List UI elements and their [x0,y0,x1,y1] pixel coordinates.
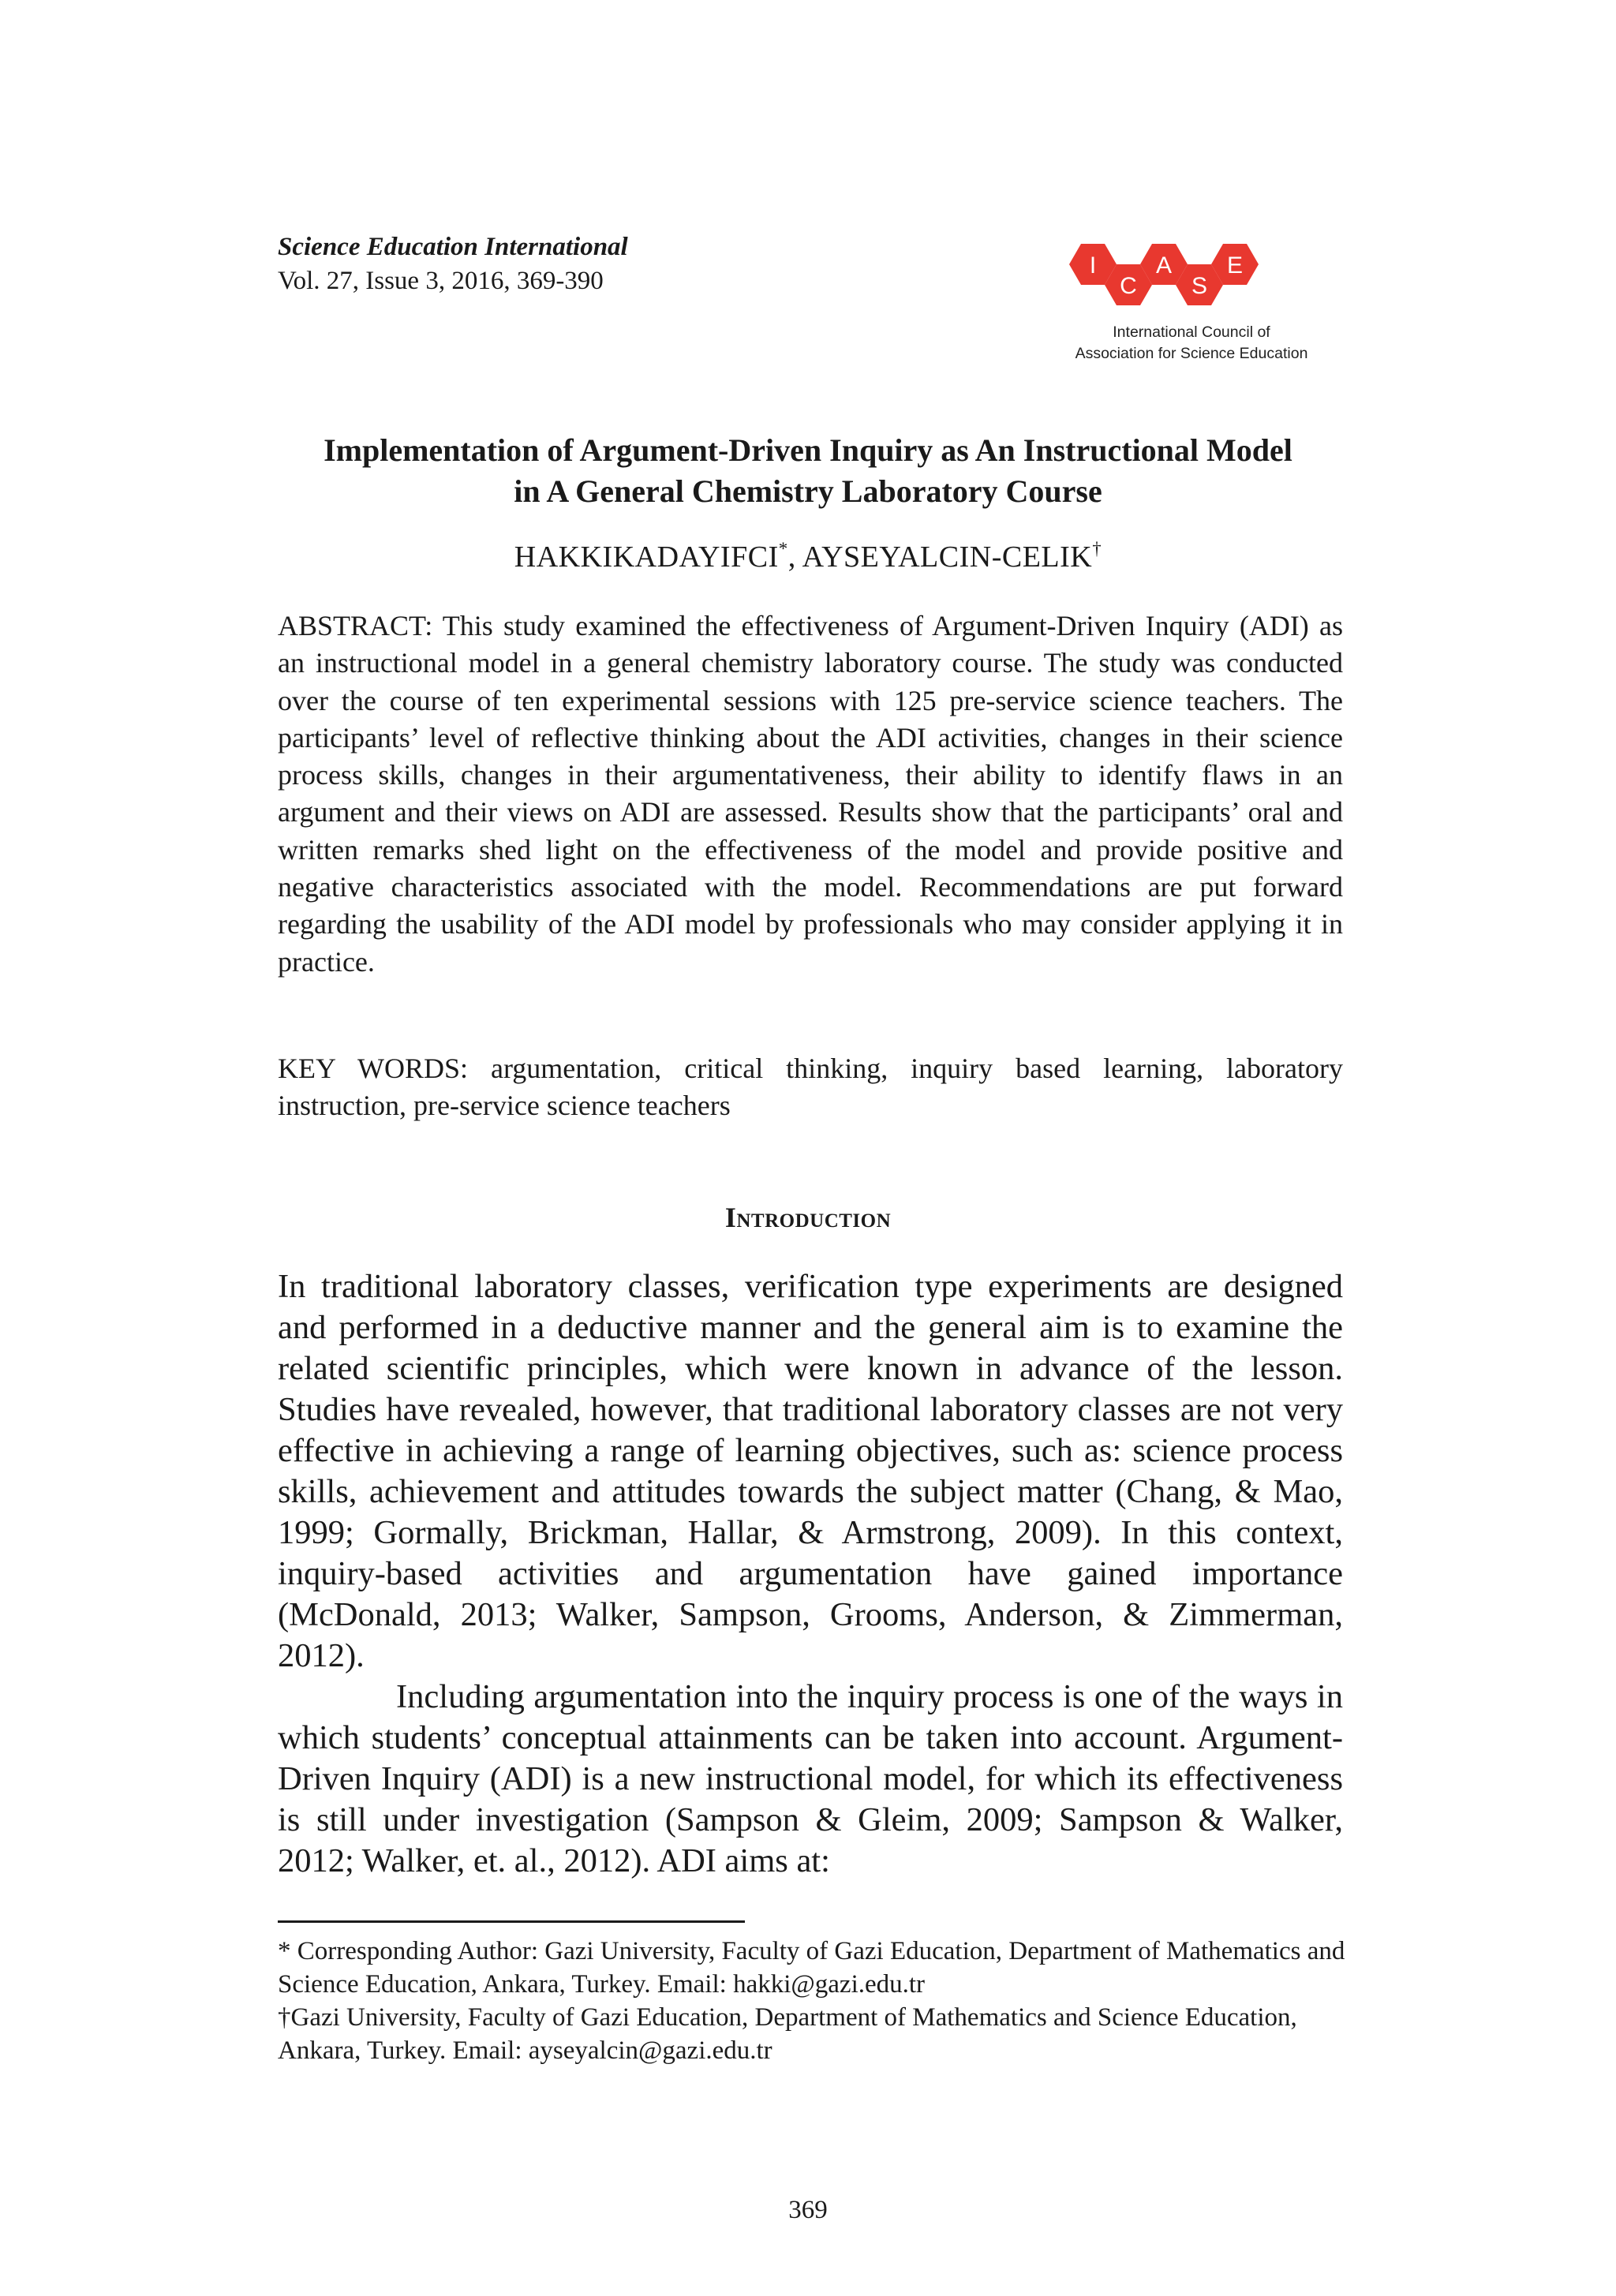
author-1: HAKKIKADAYIFCI [514,540,779,574]
paragraph: Including argumentation into the inquiry process is one of the ways in which students’ conceptual attainments can be taken into account. Argument-Driven Inquiry (ADI) is a new instructional model, for which its effectiveness is still under investigation (Sampson & Gleim, 2009; Sampson & Walker, 2012; Walker, et. al., 2012). ADI aims at: [278,1678,1343,1879]
title-line1: Implementation of Argument-Driven Inquiry as An Instructional Model [324,432,1292,468]
footnote-2: †Gazi University, Faculty of Gazi Education, Department of Mathematics and Science Education, Ankara, Turkey. Email: ayseyalcin@gazi.edu.tr [278,2003,1297,2065]
logo-caption-line1: International Council of [1113,323,1270,341]
paper-title [278,430,1338,512]
journal-name: Science Education International [278,233,628,261]
journal-header [278,230,628,298]
logo-letter-c: C [1120,273,1137,299]
footnote-rule [278,1920,745,1923]
author-2-mark: † [1092,539,1102,559]
author-1-mark: * [778,539,788,559]
footnote-1: * Corresponding Author: Gazi University, Faculty of Gazi Education, Department of Mathematics and Science Education, Ankara, Turkey. Email: hakki@gazi.edu.tr [278,1937,1345,1999]
logo-letter-s: S [1191,273,1208,299]
introduction-body [278,1266,1343,1882]
icase-hexagons [1057,229,1326,323]
logo-letter-e: E [1226,252,1244,279]
footnotes [278,1935,1351,2067]
page-number: 369 [788,2196,828,2224]
journal-volume: Vol. 27, Issue 3, 2016, 369-390 [278,267,604,295]
author-2: AYSEYALCIN-CELIK [802,540,1093,574]
logo-caption [1057,322,1326,365]
logo-caption-line2: Association for Science Education [1075,345,1308,362]
logo-letter-i: I [1089,252,1097,279]
paragraph: In traditional laboratory classes, verification type experiments are designed and performed in a deductive manner and the general aim is to examine the related scientific principles, which were known in advance of the lesson. Studies have revealed, however, that traditional laboratory classes are not very effective in achieving a range of learning objectives, such as: science process skills, achievement and attitudes towards the subject matter (Chang, & Mao, 1999; Gormally, Brickman, Hallar, & Armstrong, 2009). In this context, inquiry-based activities and argumentation have gained importance (McDonald, 2013; Walker, Sampson, Grooms, Anderson, & Zimmerman, 2012). [278,1268,1343,1674]
logo-letter-a: A [1155,252,1173,279]
keywords: KEY WORDS: argumentation, critical thinking, inquiry based learning, laboratory instruction, pre-service science teachers [278,1053,1343,1121]
abstract: ABSTRACT: This study examined the effectiveness of Argument-Driven Inquiry (ADI) as an instructional model in a general chemistry laboratory course. The study was conducted over the course of ten experimental sessions with 125 pre-service science teachers. The participants’ level of reflective thinking about the ADI activities, changes in their science process skills, changes in their argumentativeness, their ability to identify flaws in an argument and their views on ADI are assessed. Results show that the participants’ oral and written remarks shed light on the effectiveness of the model and provide positive and negative characteristics associated with the model. Recommendations are put forward regarding the usability of the ADI model by professionals who may consider applying it in practice. [278,610,1343,978]
author-list [278,538,1338,576]
author-separator: , [787,540,802,574]
icase-logo [1057,229,1326,376]
title-line2: in A General Chemistry Laboratory Course [514,473,1102,509]
introduction-heading: Introduction [724,1202,892,1233]
